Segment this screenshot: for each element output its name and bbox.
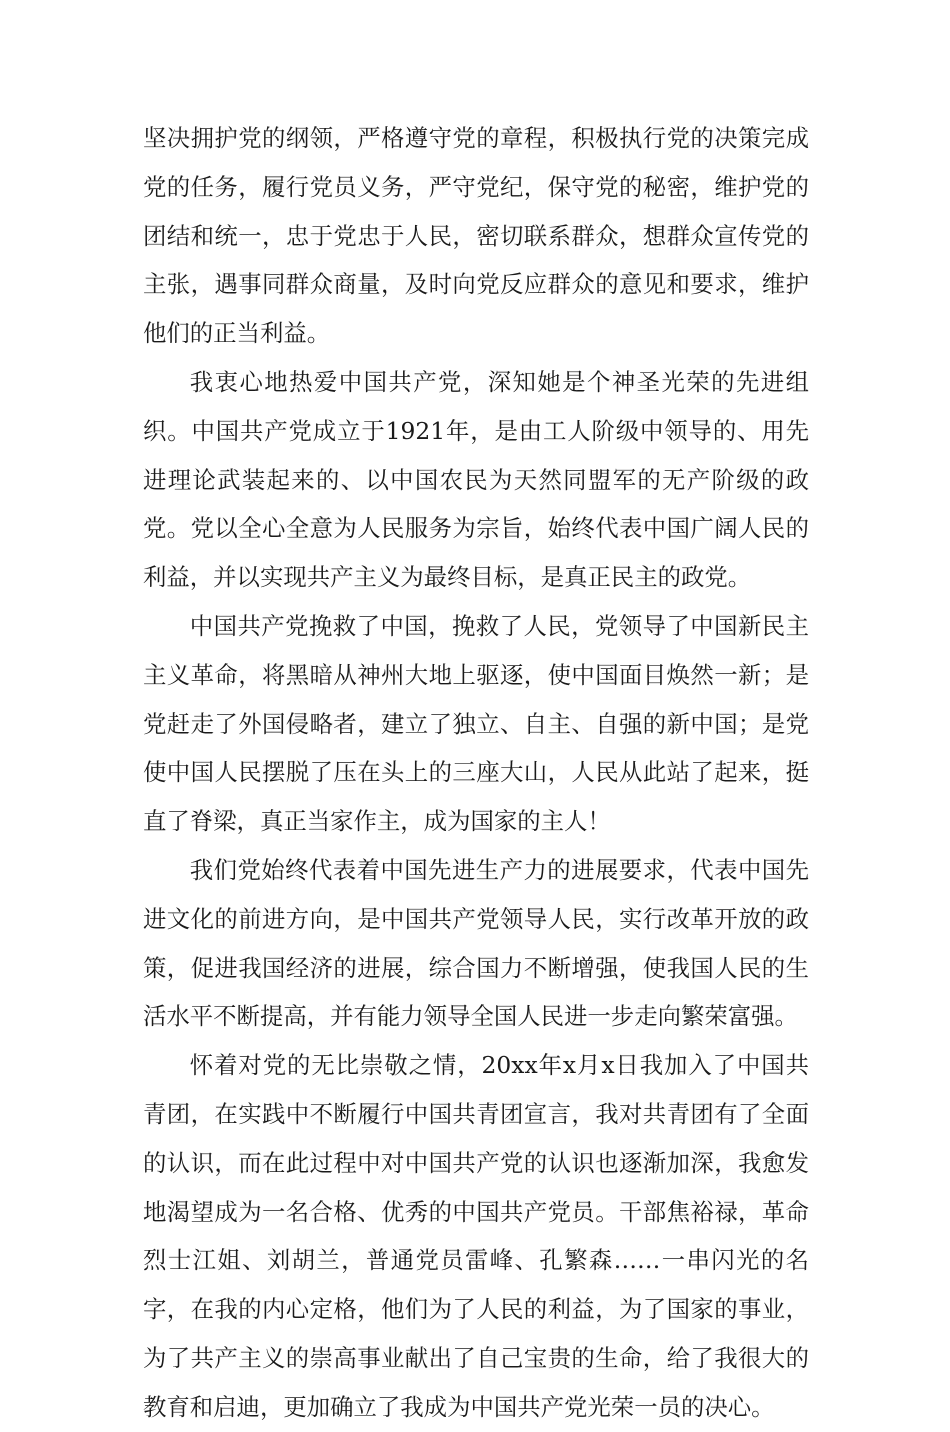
paragraph-party-saved-china: 中国共产党挽救了中国，挽救了人民，党领导了中国新民主主义革命，将黑暗从神州大地上驱逐，使中国面目焕然一新；是党赶走了外国侵略者，建立了独立、自主、自强的新中国；是党使中国人民摆脱了压在头上的三座大山，人民从此站了起来，挺直了脊梁，真正当家作主，成为国家的主人！ xyxy=(143,611,809,836)
paragraph-advanced-productivity: 我们党始终代表着中国先进生产力的进展要求，代表中国先进文化的前进方向，是中国共产党领导人民，实行改革开放的政策，促进我国经济的进展，综合国力不断增强，使我国人民的生活水平不断提高，并有能力领导全国人民进一步走向繁荣富强。 xyxy=(143,855,809,1031)
paragraph-continuation: 坚决拥护党的纲领，严格遵守党的章程，积极执行党的决策完成党的任务，履行党员义务，严守党纪，保守党的秘密，维护党的团结和统一，忠于党忠于人民，密切联系群众，想群众宣传党的主张，遇事同群众商量，及时向党反应群众的意见和要求，维护他们的正当利益。 xyxy=(143,124,809,348)
paragraph-joining-league: 怀着对党的无比崇敬之情，20xx年x月x日我加入了中国共青团，在实践中不断履行中国共青团宣言，我对共青团有了全面的认识，而在此过程中对中国共产党的认识也逐渐加深，我愈发地渴望成为一名合格、优秀的中国共产党员。干部焦裕禄，革命烈士江姐、刘胡兰，普通党员雷峰、孔繁森……一串闪光的名字，在我的内心定格，他们为了人民的利益，为了国家的事业，为了共产主义的崇高事业献出了自己宝贵的生命，给了我很大的教育和启迪，更加确立了我成为中国共产党光荣一员的决心。 xyxy=(143,1051,809,1421)
document-body xyxy=(143,114,809,1432)
paragraph-love-for-party: 我衷心地热爱中国共产党，深知她是个神圣光荣的先进组织。中国共产党成立于1921年，是由工人阶级中领导的、用先进理论武装起来的、以中国农民为天然同盟军的无产阶级的政党。党以全心全意为人民服务为宗旨，始终代表中国广阔人民的利益，并以实现共产主义为最终目标，是真正民主的政党。 xyxy=(143,367,809,592)
